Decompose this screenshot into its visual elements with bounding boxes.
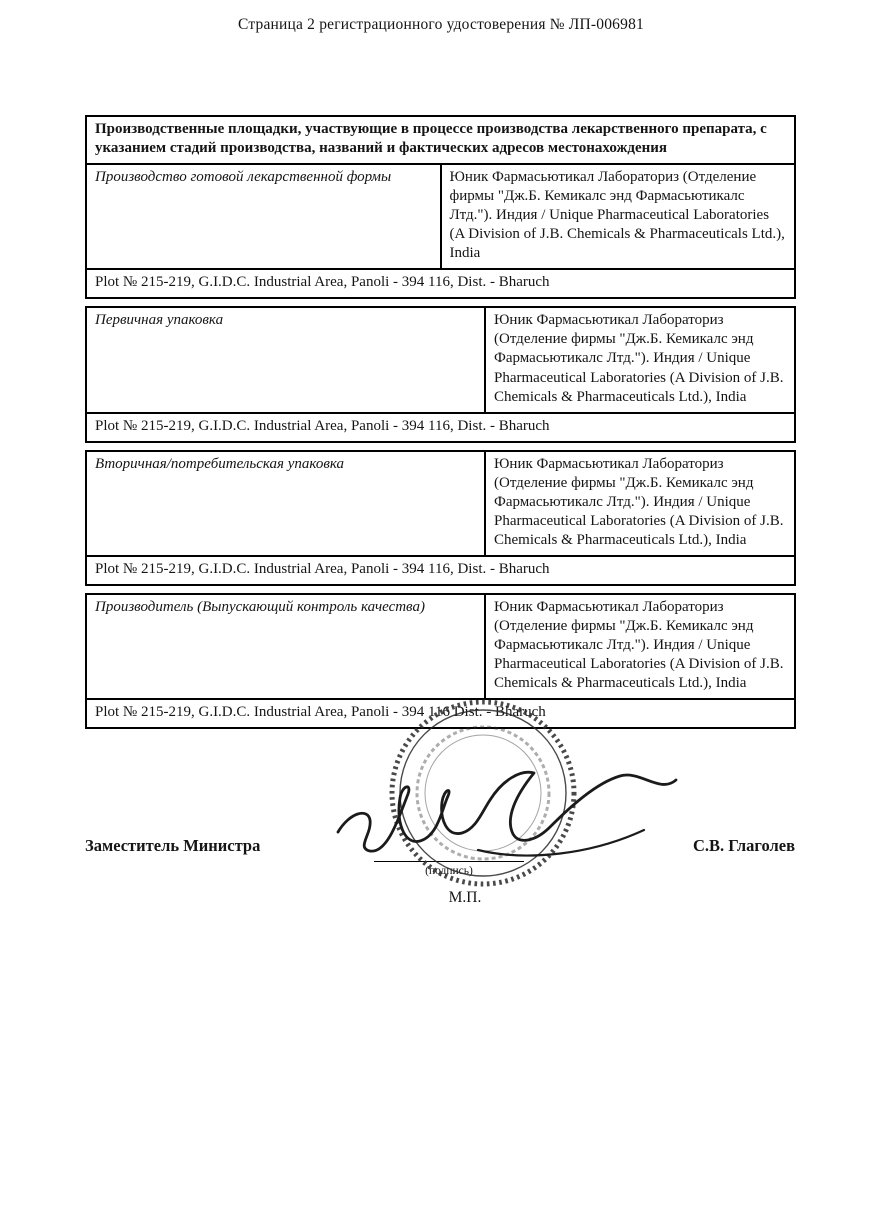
table-row [86,413,795,442]
table-section-2 [85,306,796,442]
table-section-1 [85,115,796,299]
page-header: Страница 2 регистрационного удостоверения № ЛП-006981 [238,16,644,33]
address-value: Plot № 215-219, G.I.D.C. Industrial Area, Panoli - 394 116 Dist. - Bharuch [86,699,795,728]
signature-caption: (подпись) [425,865,473,877]
company-value: Юник Фармасьютикал Лабораториз (Отделение фирмы "Дж.Б. Кемикалс энд Фармасьютикалс Лтд."). Индия / Unique Pharmaceutical Laboratories (A Division of J.B. Chemicals & Pharmaceuticals Ltd.), India [441,164,796,269]
official-title: Заместитель Министра [85,836,261,855]
official-name: С.В. Глаголев [692,836,795,855]
address-value: Plot № 215-219, G.I.D.C. Industrial Area, Panoli - 394 116, Dist. - Bharuch [86,413,795,442]
stage-label: Вторичная/потребительская упаковка [86,451,485,556]
stage-label: Производство готовой лекарственной формы [86,164,441,269]
table-title-row [86,116,795,164]
table-row [86,307,795,412]
address-value: Plot № 215-219, G.I.D.C. Industrial Area, Panoli - 394 116, Dist. - Bharuch [86,556,795,585]
address-value: Plot № 215-219, G.I.D.C. Industrial Area, Panoli - 394 116, Dist. - Bharuch [86,269,795,298]
stage-label: Производитель (Выпускающий контроль качества) [86,594,485,699]
company-value: Юник Фармасьютикал Лабораториз (Отделение фирмы "Дж.Б. Кемикалс энд Фармасьютикалс Лтд."). Индия / Unique Pharmaceutical Laboratories (A Division of J.B. Chemicals & Pharmaceuticals Ltd.), India [485,594,795,699]
table-row [86,269,795,298]
table-row [86,164,795,269]
signature-image [330,752,690,882]
production-sites-table [85,115,796,736]
table-title: Производственные площадки, участвующие в процессе производства лекарственного препарата, с указанием стадий производства, названий и фактических адресов местонахождения [86,116,795,164]
stamp-place-label: М.П. [448,889,482,906]
table-row [86,556,795,585]
stage-label: Первичная упаковка [86,307,485,412]
company-value: Юник Фармасьютикал Лабораториз (Отделение фирмы "Дж.Б. Кемикалс энд Фармасьютикалс Лтд."). Индия / Unique Pharmaceutical Laboratories (A Division of J.B. Chemicals & Pharmaceuticals Ltd.), India [485,451,795,556]
table-row [86,594,795,699]
company-value: Юник Фармасьютикал Лабораториз (Отделение фирмы "Дж.Б. Кемикалс энд Фармасьютикалс Лтд."). Индия / Unique Pharmaceutical Laboratories (A Division of J.B. Chemicals & Pharmaceuticals Ltd.), India [485,307,795,412]
table-section-3 [85,450,796,586]
table-row [86,451,795,556]
